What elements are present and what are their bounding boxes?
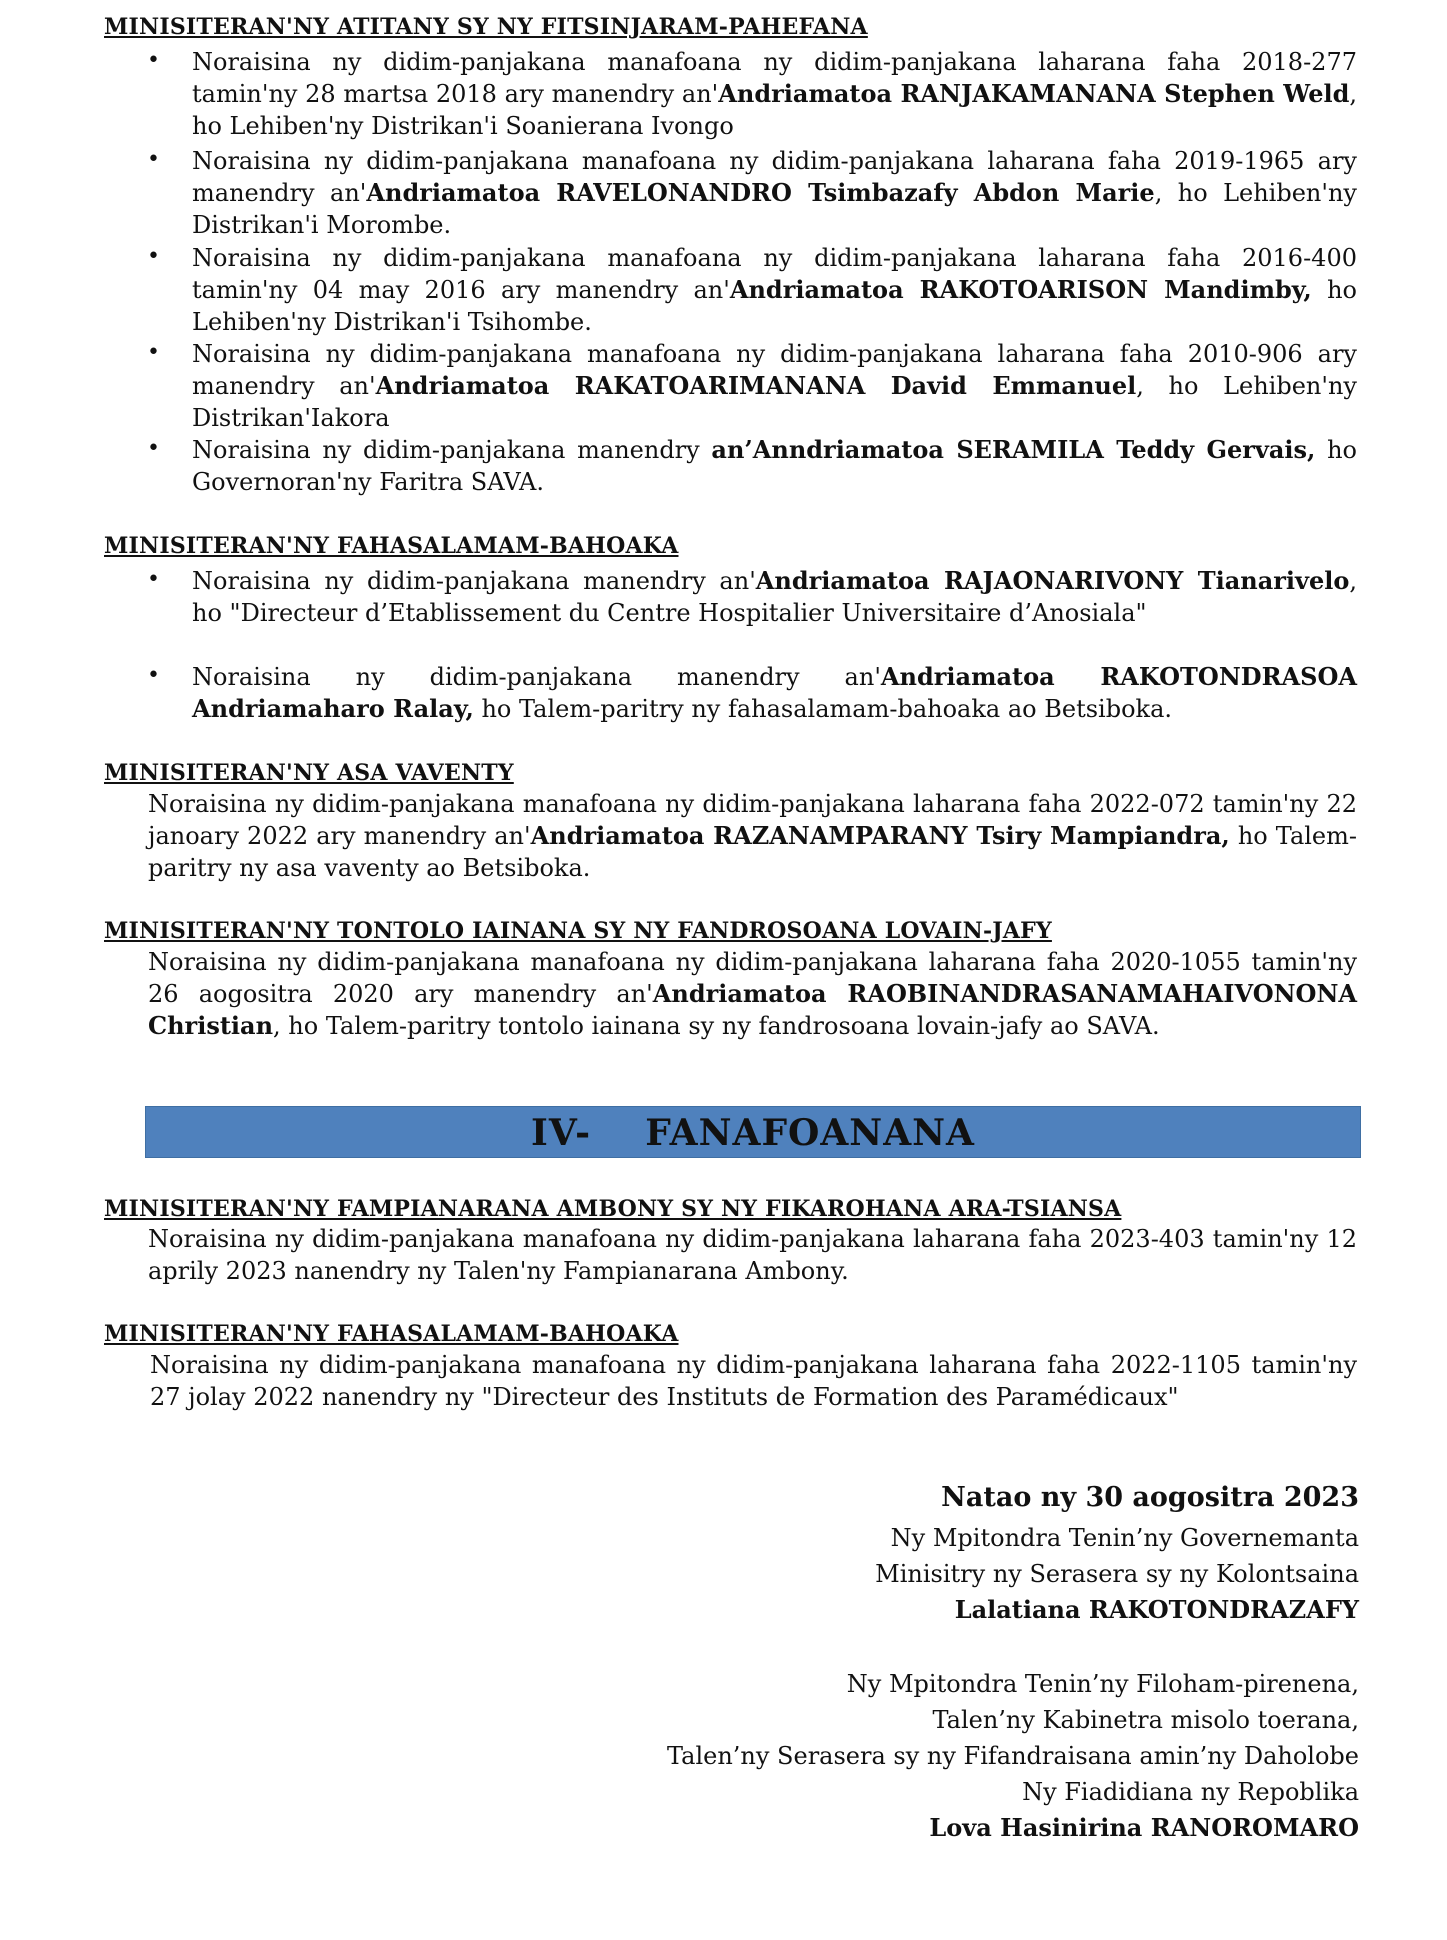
signatory-title: Ny Fiadidiana ny Repoblika <box>1022 1778 1359 1806</box>
list-item <box>192 434 1357 498</box>
bullet-icon: • <box>147 663 160 688</box>
signatory-name: Lalatiana RAKOTONDRAZAFY <box>954 1595 1359 1624</box>
list-item <box>192 661 1357 725</box>
item-text: ho Talem-paritry ny fahasalamam-bahoaka ao Betsiboka. <box>473 695 1172 723</box>
item-text: Noraisina ny didim-panjakana manafoana ny didim-panjakana laharana faha 2018-277 tamin'ny 28 martsa 2018 ary manendry an' <box>192 48 1357 108</box>
item-text: , ho "Directeur d’Etablissement du Centre Hospitalier Universitaire d’Anosiala" <box>192 567 1357 627</box>
paragraph <box>148 788 1357 884</box>
signatory-title: Talen’ny Kabinetra misolo toerana, <box>932 1706 1359 1734</box>
item-name: Andriamatoa RAKATOARIMANANA David Emmanuel <box>375 371 1137 400</box>
section-heading-atitany: MINISITERAN'NY ATITANY SY NY FITSINJARAM-PAHEFANA <box>104 14 868 40</box>
bullet-icon: • <box>147 567 160 592</box>
signatory-name: Lova Hasinirina RANOROMARO <box>929 1813 1359 1842</box>
paragraph-name: Andriamatoa RAZANAMPARANY Tsiry Mampiandra, <box>530 821 1230 850</box>
paragraph-text: ho Talem-paritry ny asa vaventy ao Betsiboka. <box>148 822 1358 882</box>
item-text: Noraisina ny didim-panjakana manendry an' <box>192 663 881 691</box>
section-heading-fahasalamana-2: MINISITERAN'NY FAHASALAMAM-BAHOAKA <box>104 1321 679 1347</box>
list-item <box>192 242 1357 338</box>
bullet-icon: • <box>147 48 160 73</box>
item-text: Noraisina ny didim-panjakana manendry <box>192 436 712 464</box>
section-heading-fahasalamana: MINISITERAN'NY FAHASALAMAM-BAHOAKA <box>104 533 679 559</box>
signatory-title: Ny Mpitondra Tenin’ny Governemanta <box>890 1524 1359 1552</box>
item-name: Andriamatoa RAKOTOARISON Mandimby, <box>729 275 1312 304</box>
item-text: , ho Lehiben'ny Distrikan'i Soanierana Ivongo <box>192 80 1358 140</box>
item-text: Noraisina ny didim-panjakana manafoana ny didim-panjakana laharana faha 2019-1965 ary manendry an' <box>192 147 1357 207</box>
paragraph-text: Noraisina ny didim-panjakana manafoana ny didim-panjakana laharana faha 2022-072 tamin'ny 22 janoary 2022 ary manendry an' <box>148 790 1357 850</box>
item-name: Andriamatoa RANJAKAMANANA Stephen Weld <box>718 79 1350 108</box>
signature-date: Natao ny 30 aogositra 2023 <box>941 1482 1359 1513</box>
paragraph: Noraisina ny didim-panjakana manafoana ny didim-panjakana laharana faha 2022-1105 tamin'ny 27 jolay 2022 nanendry ny "Directeur des Instituts de Formation des Paramédicaux" <box>150 1351 1357 1411</box>
item-text: Noraisina ny didim-panjakana manafoana ny didim-panjakana laharana faha 2010-906 ary manendry an' <box>192 340 1357 400</box>
item-text: Noraisina ny didim-panjakana manendry an' <box>192 567 756 595</box>
list-item <box>192 565 1357 629</box>
item-name: an’Anndriamatoa SERAMILA Teddy Gervais, <box>711 435 1316 464</box>
list-item <box>192 338 1357 434</box>
paragraph-text: , ho Talem-paritry tontolo iainana sy ny fandrosoana lovain-jafy ao SAVA. <box>273 1012 1160 1040</box>
item-name: Andriamatoa RAKOTONDRASOA Andriamaharo Ralay, <box>192 662 1357 723</box>
signatory-title: Ny Mpitondra Tenin’ny Filoham-pirenena, <box>846 1670 1359 1698</box>
banner-title: IV- FANAFOANANA <box>531 1112 975 1154</box>
paragraph-name: Andriamatoa RAOBINANDRASANAMAHAIVONONA Christian <box>148 979 1358 1040</box>
item-name: Andriamatoa RAVELONANDRO Tsimbazafy Abdon Marie <box>366 178 1155 207</box>
paragraph: Noraisina ny didim-panjakana manafoana ny didim-panjakana laharana faha 2023-403 tamin'ny 12 aprily 2023 nanendry ny Talen'ny Fampianarana Ambony. <box>148 1225 1357 1285</box>
item-text: ho Lehiben'ny Distrikan'i Tsihombe. <box>192 276 1357 336</box>
bullet-icon: • <box>147 340 160 365</box>
item-text: ho Governoran'ny Faritra SAVA. <box>192 436 1357 496</box>
signatory-title: Talen’ny Serasera sy ny Fifandraisana amin’ny Daholobe <box>666 1742 1359 1770</box>
list-item <box>192 145 1357 241</box>
bullet-icon: • <box>147 244 160 269</box>
signatory-title: Minisitry ny Serasera sy ny Kolontsaina <box>875 1560 1359 1588</box>
section-banner <box>145 1106 1361 1158</box>
item-text: Noraisina ny didim-panjakana manafoana ny didim-panjakana laharana faha 2016-400 tamin'ny 04 may 2016 ary manendry an' <box>192 244 1357 304</box>
paragraph-text: Noraisina ny didim-panjakana manafoana ny didim-panjakana laharana faha 2020-1055 tamin'ny 26 aogositra 2020 ary manendry an' <box>148 948 1357 1008</box>
item-text: , ho Lehiben'ny Distrikan'i Morombe. <box>192 179 1357 239</box>
section-heading-tontolo-iainana: MINISITERAN'NY TONTOLO IAINANA SY NY FANDROSOANA LOVAIN-JAFY <box>104 918 1052 944</box>
section-heading-asa-vaventy: MINISITERAN'NY ASA VAVENTY <box>104 760 514 786</box>
bullet-icon: • <box>147 147 160 172</box>
bullet-icon: • <box>147 436 160 461</box>
item-text: , ho Lehiben'ny Distrikan'Iakora <box>192 372 1357 432</box>
paragraph <box>148 946 1357 1042</box>
section-heading-fampianarana: MINISITERAN'NY FAMPIANARANA AMBONY SY NY FIKAROHANA ARA-TSIANSA <box>104 1196 1122 1222</box>
item-name: Andriamatoa RAJAONARIVONY Tianarivelo <box>755 566 1350 595</box>
list-item <box>192 46 1357 142</box>
